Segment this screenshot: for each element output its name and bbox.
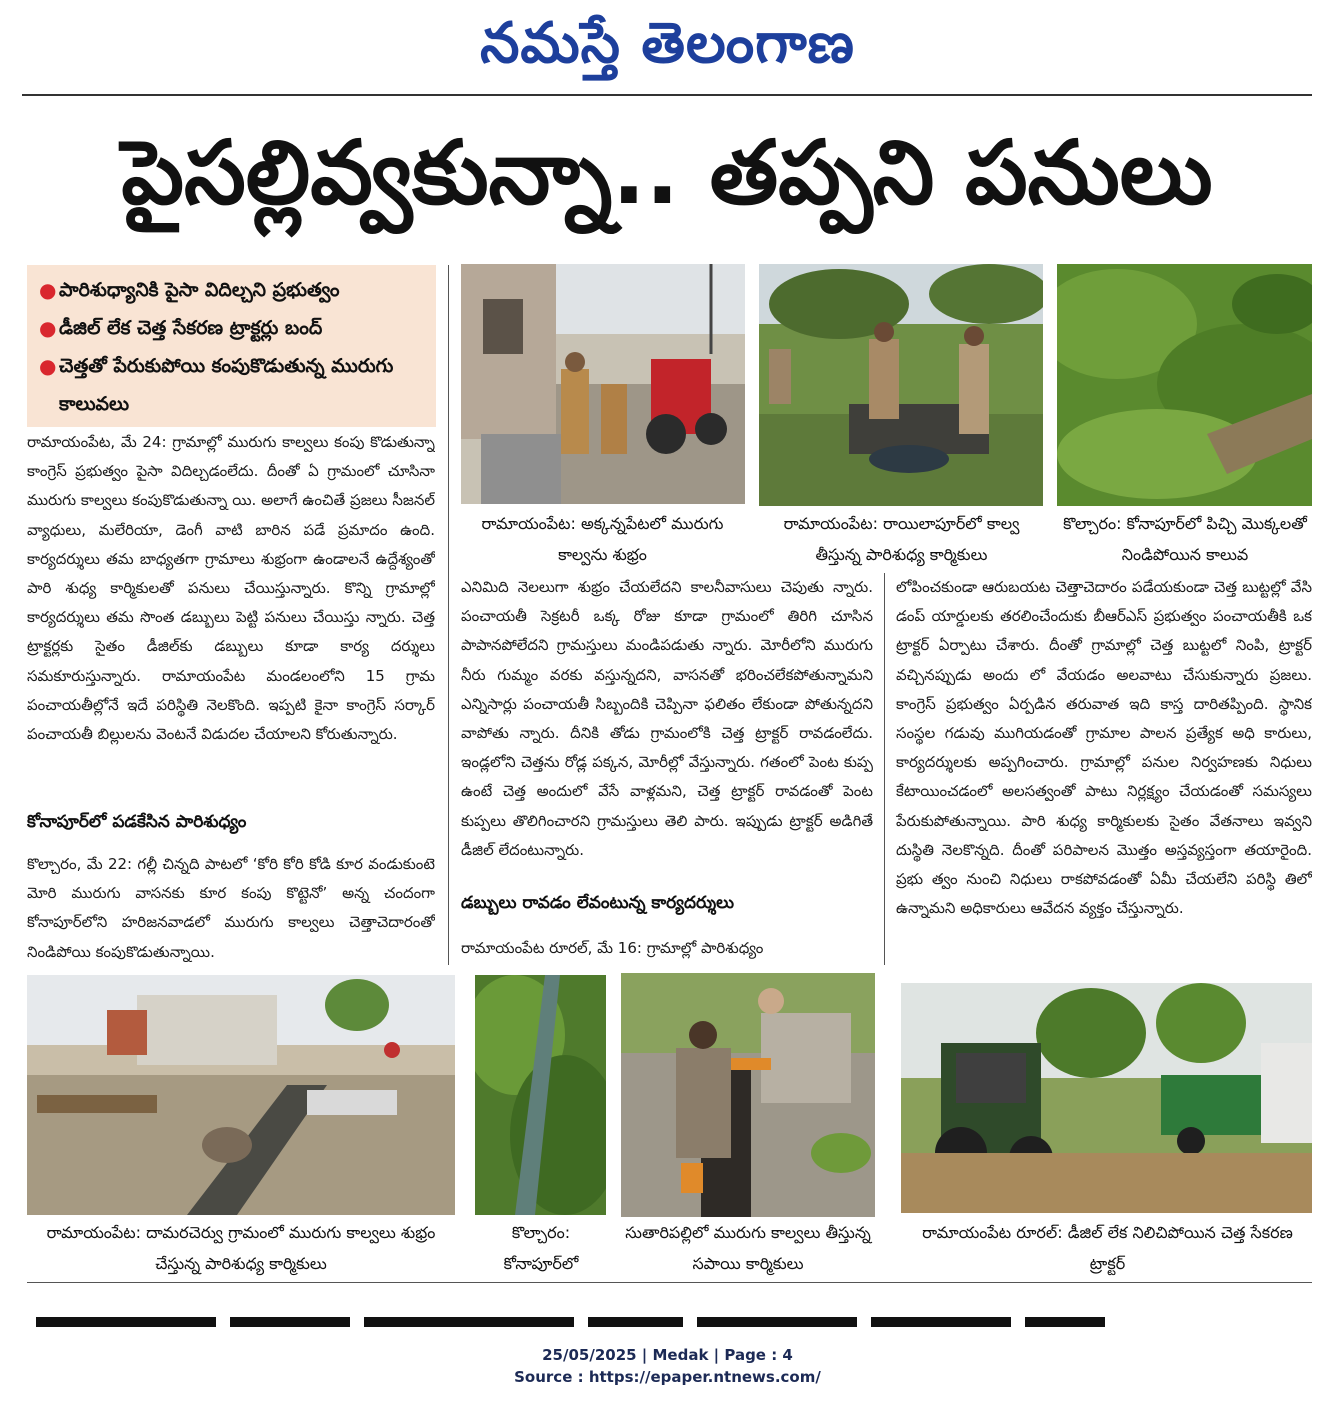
- highlight-item: [39, 271, 424, 309]
- masthead-logo: నమస్తే తెలంగాణ: [480, 11, 855, 76]
- footer-source-link[interactable]: Source : https://epaper.ntnews.com/: [514, 1368, 821, 1386]
- article-paragraph: లోపించకుండా ఆరుబయట చెత్తాచెదారం పడేయకుండా చెత్త బుట్టల్లో వేసి డంప్ యార్డులకు తరలించేందుకు బీఆర్‌ఎస్ ప్రభుత్వం పంచాయతీకి ఒక ట్రాక్టర్ ఏర్పాటు చేశారు. దీంతో గ్రామాల్లో చెత్త బుట్టలో నింపి, ట్రాక్టర్ వచ్చినప్పుడు అందు లో వేయడం అలవాటు చేసుకున్నారు ప్రజలు. కాంగ్రెస్ ప్రభుత్వం ఏర్పడిన తరువాత ఇది కాస్త దారితప్పింది. స్థానిక సంస్థల గడువు ముగియడంతో గ్రామాల పాలన ప్రత్యేక అధి కారులు, కార్యదర్శులకు అప్పగించారు. గ్రామాల్లో పనుల నిర్వహణకు నిధులు కేటాయించడంలో అలసత్వంతో పాటు నిర్లక్ష్యం చేయడంతో సమస్యలు పేరుకుపోతున్నాయి. పారి శుధ్య కార్మికులకు సైతం వేతనాలు ఇవ్వని దుస్థితి నెలకొన్నది. దీంతో పరిపాలన మొత్తం అస్తవ్యస్తంగా తయారైంది. ప్రభు త్వం నుంచి నిధులు రాకపోవడంతో ఏమీ చేయలేని పరిస్థి తిలో ఉన్నామని అధికారులు ఆవేదన వ్యక్తం చేస్తున్నారు.: [896, 578, 1312, 918]
- column-divider: [884, 573, 885, 965]
- subheading-secretaries: డబ్బులు రావడం లేవంటున్న కార్యదర్శులు: [461, 893, 735, 913]
- article-paragraph: రామాయంపేట, మే 24: గ్రామాల్లో మురుగు కాల్వలు కంపు కొడుతున్నా కాంగ్రెస్ ప్రభుత్వం పైసా విదిల్చడంలేదు. దీంతో ఏ గ్రామంలో చూసినా మురుగు కాల్వలు కంపుకొడుతున్నా యి. అలాగే ఉంచితే ప్రజలు సీజనల్ వ్యాధులు, మలేరియా, డెంగీ వాటి బారిన పడే ప్రమాదం ఉంది. కార్యదర్శులు తమ బాధ్యతగా గ్రామాలు శుభ్రంగా ఉండాలనే ఉద్దేశ్యంతో పారి శుధ్య కార్మికులతో పనులు చేయిస్తున్నారు. కొన్ని గ్రామాల్లో కార్యదర్శులు తమ సొంత డబ్బులు పెట్టి పనులు చేయిస్తు న్నారు. చెత్త ట్రాక్టర్లకు సైతం డీజిల్‌కు డబ్బులు కూడా కార్య దర్శులు సమకూరుస్తున్నారు. రామాయంపేట మండలంలోని 15 గ్రామ పంచాయతీల్లోనే ఇదే పరిస్థితి నెలకొంది. ఇప్పటి కైనా కాంగ్రెస్ సర్కార్ పంచాయతీ బిల్లులను వెంటనే విడుదల చేయాలని కోరుతున్నారు.: [27, 433, 435, 744]
- highlight-text: పారిశుధ్యానికి పైసా విదిల్చని ప్రభుత్వం: [59, 279, 340, 301]
- subheading-konapur: కోనాపూర్‌లో పడకేసిన పారిశుధ్యం: [27, 812, 247, 832]
- photo-akkannapeta-drain-cleaning: [461, 264, 745, 504]
- bullet-icon: ●: [39, 278, 57, 302]
- photo-damaracheruvu-workers: [27, 975, 455, 1215]
- caption-bottom-photo-2: కొల్చారం: కోనాపూర్‌లో: [503, 1223, 579, 1273]
- highlights-box: [27, 265, 436, 427]
- photo-konapur-drain: [475, 975, 606, 1215]
- caption-top-photo-1: రామాయంపేట: అక్కన్నపేటలో మురుగు కాల్వను శుభ్రం: [481, 514, 724, 564]
- next-article-headline-cropped: [36, 1317, 1196, 1327]
- footer-edition-info: 25/05/2025 | Medak | Page : 4: [542, 1346, 793, 1364]
- caption-top-photo-2: రామాయంపేట: రాయిలాపూర్‌లో కాల్వ తీస్తున్న పారిశుధ్య కార్మికులు: [783, 514, 1020, 564]
- bullet-icon: ●: [39, 354, 57, 378]
- caption-top-photo-3: కొల్చారం: కోనాపూర్‌లో పిచ్చి మొక్కలతో నిండిపోయిన కాలువ: [1063, 514, 1307, 564]
- article-paragraph: రామాయంపేట రూరల్, మే 16: గ్రామాల్లో పారిశుధ్యం: [461, 939, 764, 957]
- photo-sutharipalli-workers: [621, 973, 875, 1217]
- caption-bottom-photo-3: సుతారిపల్లిలో మురుగు కాల్వలు తీస్తున్న సపాయి కార్మికులు: [625, 1223, 871, 1273]
- headline: పైసల్లివ్వకున్నా.. తప్పని పనులు: [121, 121, 1213, 224]
- highlight-item: [39, 347, 424, 423]
- highlight-text: డీజిల్ లేక చెత్త సేకరణ ట్రాక్టర్లు బంద్: [59, 317, 323, 339]
- column-divider: [448, 265, 449, 965]
- highlight-item: [39, 309, 424, 347]
- article-column-2: [461, 573, 873, 883]
- photo-konapur-overgrown-canal: [1057, 264, 1312, 506]
- photo-stalled-garbage-tractor: [901, 983, 1312, 1213]
- bullet-icon: ●: [39, 316, 57, 340]
- photo-rayilapur-canal-workers: [759, 264, 1043, 506]
- masthead-rule: [22, 94, 1312, 96]
- article-paragraph: కొల్చారం, మే 22: గల్లీ చిన్నది పాటలో ‘కోరి కోరి కోడి కూర వండుకుంటె మోరి మురుగు వాసనకు కూర కంపు కొట్టెనో’ అన్న చందంగా కోనాపూర్‌లోని హరిజనవాడలో మురుగు కాల్వలు చెత్తాచెదారంతో నిండిపోయి కంపుకొడుతున్నాయి.: [27, 855, 435, 961]
- highlight-text: చెత్తతో పేరుకుపోయి కంపుకొడుతున్న మురుగు కాలువలు: [59, 355, 394, 415]
- caption-bottom-photo-4: రామాయంపేట రూరల్: డీజిల్ లేక నిలిచిపోయిన చెత్త సేకరణ ట్రాక్టర్: [922, 1223, 1293, 1273]
- article-column-2-b: [461, 934, 873, 964]
- bottom-rule: [27, 1282, 1312, 1283]
- caption-bottom-photo-1: రామాయంపేట: దామరచెర్వు గ్రామంలో మురుగు కాల్వలు శుభ్రం చేస్తున్న పారిశుధ్య కార్మికులు: [46, 1223, 436, 1273]
- article-paragraph: ఎనిమిది నెలలుగా శుభ్రం చేయలేదని కాలనీవాసులు చెపుతు న్నారు. పంచాయతీ సెక్రటరీ ఒక్క రోజు కూడా గ్రామంలో తిరిగి చూసిన పాపానపోలేదని గ్రామస్తులు మండిపడుతు న్నారు. మోరీలోని మురుగు నీరు గుమ్మం వరకు వస్తున్నదని, వాసనతో భరించలేకపోతున్నామని ఎన్నిసార్లు పంచాయతీ సిబ్బందికి చెప్పినా ఫలితం లేకుండా పోతున్నదని వాపోతు న్నారు. దీనికి తోడు గ్రామంలోకి చెత్త ట్రాక్టర్ రావడంలేదు. ఇండ్లలోని చెత్తను రోడ్ల పక్కన, మోరీల్లో వేస్తున్నారు. గతంలో పెంట కుప్ప ఉంటే చెత్త అందులో వేసే వాళ్లమని, చెత్త ట్రాక్టర్ రావడంతో పెంట కుప్పలు తొలిగించారని గ్రామస్తులు తెలి పారు. ఇప్పుడు ట్రాక్టర్ అడిగితే డీజిల్ లేదంటున్నారు.: [461, 578, 873, 859]
- article-column-1-b: [27, 850, 435, 968]
- article-column-3: [896, 573, 1312, 965]
- article-column-1: [27, 428, 435, 799]
